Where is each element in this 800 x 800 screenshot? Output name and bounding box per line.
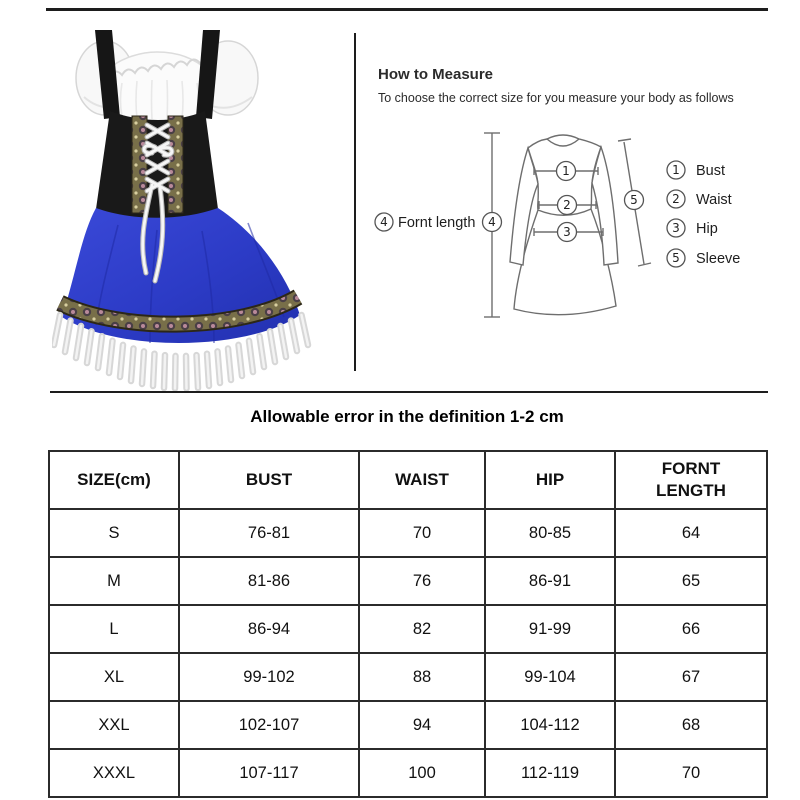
legend-label-sleeve: Sleeve — [696, 251, 741, 267]
cell-bust: 102-107 — [179, 701, 359, 749]
col-header-bust: BUST — [179, 451, 359, 509]
cell-front-length: 64 — [615, 509, 767, 557]
table-row — [49, 557, 767, 605]
marker-circled-5 — [625, 191, 644, 210]
legend-label-waist: Waist — [696, 192, 732, 208]
cell-front-length: 65 — [615, 557, 767, 605]
svg-text:5: 5 — [672, 251, 680, 265]
cell-size: L — [49, 605, 179, 653]
front-length-label-marker — [375, 213, 393, 231]
cell-front-length: 68 — [615, 701, 767, 749]
cell-bust: 107-117 — [179, 749, 359, 797]
cell-waist: 82 — [359, 605, 485, 653]
legend-label-bust: Bust — [696, 163, 726, 179]
cell-bust: 99-102 — [179, 653, 359, 701]
legend-label-hip: Hip — [696, 221, 718, 237]
col-header-waist: WAIST — [359, 451, 485, 509]
cell-hip: 99-104 — [485, 653, 615, 701]
front-length-label: Fornt length — [398, 215, 476, 231]
measure-guide-title: How to Measure — [378, 66, 494, 83]
mid-divider — [50, 391, 768, 393]
cell-bust: 81-86 — [179, 557, 359, 605]
cell-bust: 76-81 — [179, 509, 359, 557]
cell-front-length: 66 — [615, 605, 767, 653]
cell-size: XL — [49, 653, 179, 701]
legend-marker-bust — [667, 161, 685, 179]
cell-hip: 112-119 — [485, 749, 615, 797]
table-row — [49, 701, 767, 749]
measure-diagram — [370, 112, 800, 332]
marker-circled-2 — [558, 196, 577, 215]
table-row — [49, 509, 767, 557]
cell-size: M — [49, 557, 179, 605]
table-row — [49, 749, 767, 797]
measure-guide-subtitle: To choose the correct size for you measure your body as follows — [378, 91, 734, 105]
cell-hip: 86-91 — [485, 557, 615, 605]
cell-hip: 91-99 — [485, 605, 615, 653]
skirt — [60, 208, 300, 343]
cell-waist: 94 — [359, 701, 485, 749]
svg-text:1: 1 — [562, 164, 570, 178]
measure-legend — [667, 161, 740, 267]
cell-size: XXL — [49, 701, 179, 749]
svg-text:4: 4 — [380, 215, 388, 229]
cell-size: S — [49, 509, 179, 557]
cell-waist: 70 — [359, 509, 485, 557]
size-chart-table — [48, 450, 768, 798]
marker-circled-1 — [557, 162, 576, 181]
cell-size: XXXL — [49, 749, 179, 797]
header-row — [49, 451, 767, 509]
tolerance-note: Allowable error in the definition 1-2 cm — [250, 407, 564, 426]
cell-front-length: 67 — [615, 653, 767, 701]
svg-text:3: 3 — [563, 225, 571, 239]
col-header-hip: HIP — [485, 451, 615, 509]
cell-hip: 104-112 — [485, 701, 615, 749]
cell-waist: 76 — [359, 557, 485, 605]
col-header-front-length: FORNT LENGTH — [615, 451, 767, 509]
cell-hip: 80-85 — [485, 509, 615, 557]
col-header-size: SIZE(cm) — [49, 451, 179, 509]
legend-marker-sleeve — [667, 249, 685, 267]
cell-waist: 88 — [359, 653, 485, 701]
svg-text:3: 3 — [672, 221, 680, 235]
table-row — [49, 653, 767, 701]
cell-waist: 100 — [359, 749, 485, 797]
svg-text:5: 5 — [630, 193, 638, 207]
legend-marker-hip — [667, 219, 685, 237]
svg-text:4: 4 — [488, 215, 496, 229]
svg-text:1: 1 — [672, 163, 680, 177]
cell-front-length: 70 — [615, 749, 767, 797]
top-divider — [46, 8, 768, 11]
table-row — [49, 605, 767, 653]
blouse — [107, 52, 207, 123]
svg-text:2: 2 — [563, 198, 571, 212]
legend-marker-waist — [667, 190, 685, 208]
marker-circled-3 — [558, 223, 577, 242]
marker-circled-4 — [483, 213, 502, 232]
section-divider — [354, 33, 356, 371]
cell-bust: 86-94 — [179, 605, 359, 653]
svg-text:2: 2 — [672, 192, 680, 206]
product-photo — [52, 25, 314, 395]
